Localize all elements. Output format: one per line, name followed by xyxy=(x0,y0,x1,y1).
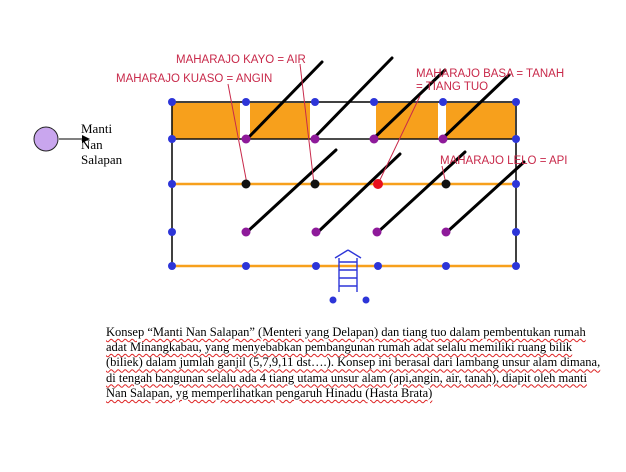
post-black xyxy=(442,180,451,189)
post-blue xyxy=(242,98,250,106)
post-purple xyxy=(242,135,251,144)
post-purple xyxy=(370,135,379,144)
post-blue xyxy=(374,262,382,270)
post-blue xyxy=(512,98,520,106)
post-blue xyxy=(512,135,520,143)
post-blue xyxy=(168,180,176,188)
post-blue xyxy=(442,262,450,270)
post-black xyxy=(311,180,320,189)
post-blue xyxy=(512,180,520,188)
post-blue xyxy=(512,228,520,236)
post-purple xyxy=(439,135,448,144)
legend-line: Nan xyxy=(81,136,103,152)
caption-text: Konsep “Manti Nan Salapan” (Menteri yang Delapan) dan tiang tuo dalam pembentukan rumah adat Minangkabau, yang menyebabkan pembangunan rumah adat selalu memiliki ruang bilik (biliek) dalam jumlah ganjil (5,7,9,11 dst….). Konsep ini berasal dari lambang unsur alam dimana, di tengah bangunan selalu ada 4 tiang utama unsur alam (api,angin, air, tanah), diapit oleh manti Nan Salapan, yg memperlihatkan pengaruh Hinadu (Hasta Brata) xyxy=(106,325,601,400)
post-purple xyxy=(312,228,321,237)
post-blue xyxy=(168,135,176,143)
staircase xyxy=(335,250,361,292)
post-blue xyxy=(370,98,378,106)
legend-line: Manti xyxy=(81,121,113,136)
room-band xyxy=(446,103,515,139)
post-blue xyxy=(168,262,176,270)
post-blue xyxy=(363,297,370,304)
post-blue xyxy=(168,98,176,106)
label-maharajo-kayo: MAHARAJO KAYO = AIR xyxy=(176,54,306,66)
post-purple xyxy=(373,228,382,237)
label-maharajo-basa: MAHARAJO BASA = TANAH xyxy=(416,68,565,80)
post-purple xyxy=(242,228,251,237)
diagonal-line xyxy=(447,162,524,232)
post-red xyxy=(373,179,383,189)
post-blue xyxy=(439,98,447,106)
diagonal-line xyxy=(247,150,336,232)
caption xyxy=(106,325,606,401)
legend-purple-circle xyxy=(34,127,58,151)
post-blue xyxy=(168,228,176,236)
post-purple xyxy=(311,135,320,144)
post-purple xyxy=(442,228,451,237)
label-tiang-tuo: = TIANG TUO xyxy=(416,81,489,93)
diagonal-line xyxy=(318,154,400,232)
legend-line: Salapan xyxy=(81,152,123,167)
post-blue xyxy=(512,262,520,270)
post-blue xyxy=(330,297,337,304)
label-maharajo-kuaso: MAHARAJO KUASO = ANGIN xyxy=(116,73,273,85)
post-blue xyxy=(311,98,319,106)
room-band xyxy=(172,103,240,139)
room-band xyxy=(250,103,310,139)
label-maharajo-lelo: MAHARAJO LELO = API xyxy=(440,155,568,167)
post-blue xyxy=(312,262,320,270)
post-black xyxy=(242,180,251,189)
legend-text xyxy=(81,121,141,168)
post-blue xyxy=(242,262,250,270)
